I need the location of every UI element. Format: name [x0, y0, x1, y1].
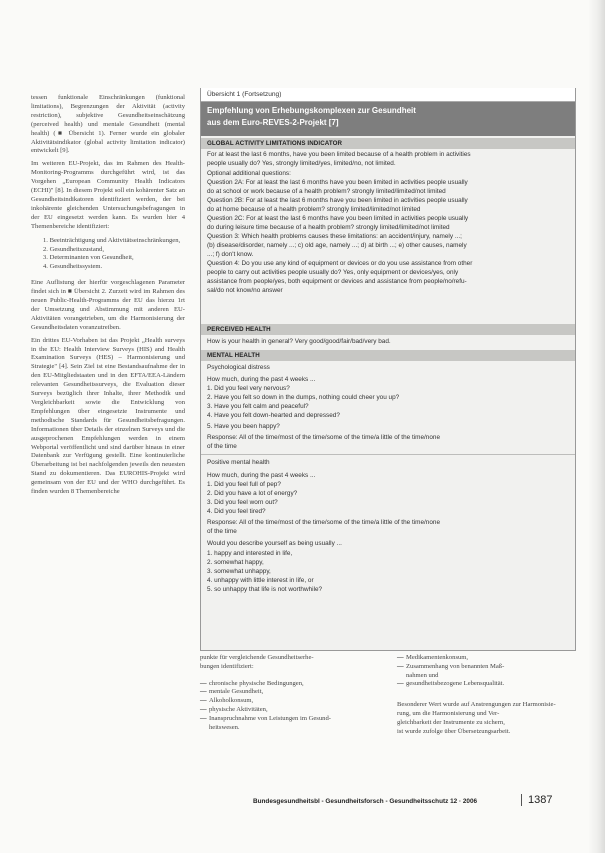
row-text: Question 2C: For at least the last 6 months have you been limited in activities people usually [207, 215, 469, 222]
row-text: How much, during the past 4 weeks ... [207, 472, 316, 479]
row-text: people to carry out activities people usually do? Yes, only equipment or devices/yes, only [207, 269, 459, 276]
paragraph: Ein drittes EU-Vorhaben ist das Projekt „Health surveys in the EU: Health Interview Surveys (HIS) and Health Examination Surveys (HES) – Harmonisierung und Strategie" [4]. Sein Ziel ist eine Bestandsaufnahme der in den EU-Mitgliedstaaten und in den EFTA/EEA-Ländern relevanten Gesundheitssurveys, die Evaluation dieser Surveys bezüglich ihrer Inhalte, ihrer Methodik und Vergleichbarkeit sowie die Entwicklung von Empfehlungen über eingesetzte Instrumente und methodische Standards für Gesundheitsbefragungen. Informationen über Details der einzelnen Surveys und die ausgeprochenen Empfehlungen werden in einem Webportal veröffentlicht und sind darüber hinaus in einer Datenbank zur Verfügung gestellt. Eine kontinuierliche Überarbeitung ist bei nachfolgenden jeweils den neuesten Stand zu dokumentieren. Das EUROHIS-Projekt wird gemeinsam von der EU und der WHO durchgeführt. Es finden wurden 8 Themenbereiche [31, 336, 185, 496]
paragraph: Im weiteren EU-Projekt, das im Rahmen des Health-Monitoring-Programms durchgeführt wird, ist das Vorgehen „European Community Health Indicators (ECHI)" [8]. In diesem Projekt soll ein kohärenter Satz an Gesundheitsindikatoren identifiziert werden, der bei inkohärente gleichenden Untersuchungsbefragungen in der EU eingesetzt werden kann. Es wurden hier 4 Themenbereiche identifiziert: [31, 160, 185, 230]
bullet-item: — Zusammenhang von benannten Maß- [397, 663, 575, 672]
box-header-label: Übersicht 1 (Fortsetzung) [207, 91, 282, 98]
footer-divider [521, 794, 522, 806]
row-text: do during leisure time because of a health problem? strongly limited/limited/not limited [207, 224, 450, 231]
row-text: How is your health in general? Very good/good/fair/bad/very bad. [207, 338, 391, 345]
journal-footer: Bundesgesundheitsbl - Gesundheitsforsch - Gesundheitsschutz 12 · 2006 [253, 798, 478, 805]
box-title-line-2: aus dem Euro-REVES-2-Projekt [7] [207, 118, 339, 127]
row-text: 4. Have you felt down-hearted and depressed? [207, 412, 340, 419]
list-item: 4. Gesundheitssystem. [43, 263, 103, 271]
row-text: do at home because of a health problem? strongly limited/limited/not limited [207, 206, 421, 213]
row-text: 5. so unhappy that life is not worthwhile? [207, 586, 323, 593]
box-header [201, 88, 575, 102]
row-text: Question 2A: For at least the last 6 months have you been limited in activities people usually [207, 179, 468, 186]
row-text: 2. somewhat happy, [207, 559, 264, 566]
bullet-item: — Inanspruchnahme von Leistungen im Gesund- [200, 715, 375, 724]
section-title: PERCEIVED HEALTH [207, 326, 271, 333]
row-text: of the time [207, 443, 237, 450]
divider [201, 454, 575, 455]
bullet-item: — Medikamentenkonsum, [397, 654, 575, 663]
row-text: Would you describe yourself as being usually ... [207, 540, 342, 547]
page-number: 1387 [528, 794, 553, 806]
row-text: 3. somewhat unhappy, [207, 568, 271, 575]
section-title: MENTAL HEALTH [207, 352, 260, 359]
row-text: 2. Have you felt so down in the dumps, nothing could cheer you up? [207, 394, 400, 401]
overview-box [200, 88, 576, 651]
text-line: ist wurde zufolge über Übersetzungsarbeit. [397, 727, 511, 735]
subsection-title: Positive mental health [207, 459, 270, 466]
row-text: Question 2B: For at least the last 6 months have you been limited in activities people usually [207, 197, 468, 204]
row-text: 5. Have you been happy? [207, 423, 280, 430]
section-title: GLOBAL ACTIVITY LIMITATIONS INDICATOR [207, 140, 343, 147]
bullet-item: — physische Aktivitäten, [200, 706, 375, 715]
row-text: of the time [207, 528, 237, 535]
row-text: assistance from people/yes, both equipment or devices and assistance from people/no/refu- [207, 278, 467, 285]
row-text: How much, during the past 4 weeks ... [207, 376, 316, 383]
topic-list [31, 237, 185, 273]
bottom-right-column [397, 654, 575, 736]
text-line: Besonderer Wert wurde auf Anstrengungen zur Harmonisie- [397, 701, 556, 709]
row-text: 2. Did you have a lot of energy? [207, 490, 298, 497]
row-text: 4. unhappy with little interest in life, or [207, 577, 314, 584]
bottom-middle-column [200, 654, 375, 732]
list-item: 2. Gesundheitszustand, [43, 245, 104, 253]
text-line: rung, um die Harmonisierung und Ver- [397, 709, 500, 717]
row-text: do at school or work because of a health problem? strongly limited/limited/not limited [207, 188, 446, 195]
box-title-bar [201, 102, 575, 136]
row-text: For at least the last 6 months, have you been limited because of a health problem in activities [207, 151, 471, 158]
paragraph: tessen funktionale Einschränkungen (funktional limitations), Begrenzungen der Aktivität (activity restriction), subjektive Gesundheitseinschätzung (perceived health) und mentale Gesundheit (mental health) (■ Übersicht 1). Ferner wurde ein globaler Aktivitätsindikator (global activity limitation indicator) entwickelt [9]. [31, 94, 185, 155]
section-header [201, 350, 575, 361]
row-text: 1. Did you feel full of pep? [207, 481, 281, 488]
text-line: gleichbarkeit der Instrumente zu sichern, [397, 718, 505, 726]
row-text: 3. Did you feel worn out? [207, 499, 278, 506]
row-text: Optional additional questions: [207, 170, 291, 177]
row-text: 4. Did you feel tired? [207, 508, 266, 515]
row-text: people usually do? Yes, strongly limited/yes, limited/no, not limited. [207, 160, 396, 167]
box-title-line-1: Empfehlung von Erhebungskomplexen zur Gesundheit [207, 106, 416, 115]
row-text: 1. Did you feel very nervous? [207, 385, 290, 392]
left-text-column [31, 94, 185, 501]
bullet-item: — chronische physische Bedingungen, [200, 680, 375, 689]
list-item: 1. Beeinträchtigung und Aktivitätseinschränkungen, [43, 236, 181, 244]
subsection-title: Psychological distress [207, 364, 270, 371]
bullet-item: — mentale Gesundheit, [200, 688, 375, 697]
row-text: Response: All of the time/most of the time/some of the time/a little of the time/none [207, 434, 441, 441]
bullet-item: — gesundheitsbezogene Lebensqualität. [397, 680, 575, 689]
scan-shadow [588, 0, 605, 853]
row-text: (b) disease/disorder, namely ...; c) old age, namely ...; d) at birth ...; e) other causes, namely [207, 242, 467, 249]
text-line: punkte für vergleichende Gesundheitserhe- [200, 654, 314, 661]
section-header [201, 138, 575, 149]
row-text: Question 4: Do you use any kind of equipment or devices or do you use assistance from other [207, 260, 473, 267]
row-text: sal/do not know/no answer [207, 287, 283, 294]
row-text: Question 3: Which health problems causes these limitations: an accident/injury, namely ...; [207, 233, 462, 240]
list-item: 3. Determinanten von Gesundheit, [43, 254, 134, 262]
row-text: 3. Have you felt calm and peaceful? [207, 403, 309, 410]
bullet-item: — Alkoholkonsum, [200, 697, 375, 706]
row-text: 1. happy and interested in life, [207, 550, 293, 557]
text-line: bungen identifiziert: [200, 662, 254, 670]
paragraph: Eine Auflistung der hierfür vorgeschlagenen Parameter findet sich in ■ Übersicht 2. Zurzeit wird im Rahmen des neuen Public-Health-Programms der EU das hierzu 1rt der Umsetzung und Abstimmung mit anderen EU-Aktivitäten vorangetrieben, um die Harmonisierung der Gesundheitsdaten voranzutreiben. [31, 279, 185, 331]
section-header [201, 324, 575, 335]
text-line: nahmen und [406, 671, 439, 679]
row-text: Response: All of the time/most of the time/some of the time/a little of the time/none [207, 519, 441, 526]
text-line: heitswesen. [209, 723, 240, 731]
row-text: ...; f) don't know. [207, 251, 254, 258]
